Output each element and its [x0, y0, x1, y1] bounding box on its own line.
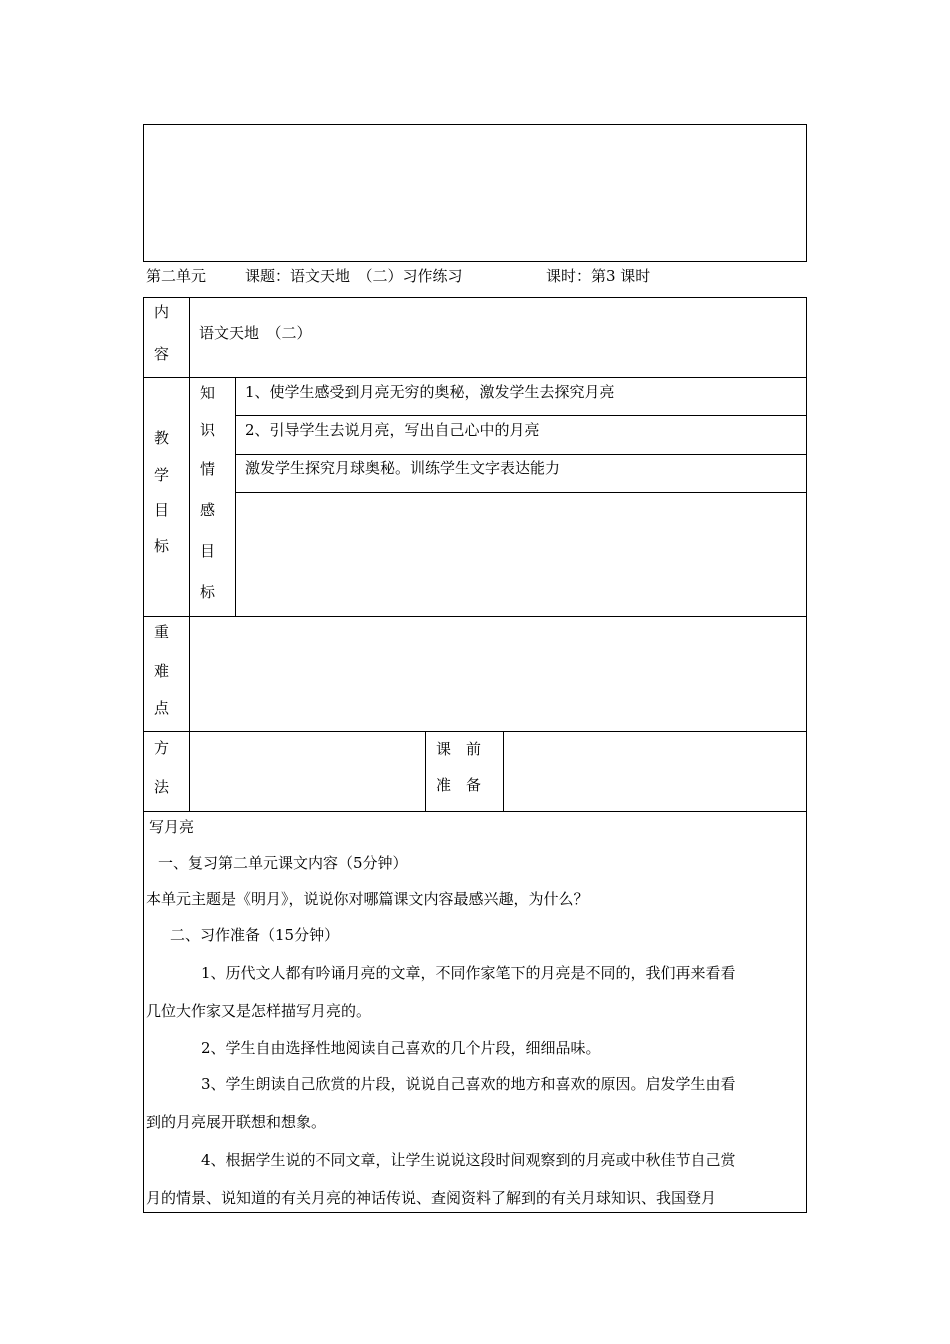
column-divider [425, 731, 426, 811]
prep-label-1: 课 前 [436, 740, 482, 758]
row-divider [143, 811, 807, 812]
paragraph-2: 2、学生自由选择性地阅读自己喜欢的几个片段，细细品味。 [201, 1039, 601, 1057]
goals-label-1: 教 [154, 429, 170, 447]
difficulty-label-3: 点 [154, 699, 170, 717]
paragraph-4-line-2: 月的情景、说知道的有关月亮的神话传说、查阅资料了解到的有关月球知识、我国登月 [146, 1189, 717, 1207]
unit-label: 第二单元 [146, 267, 207, 285]
difficulty-label-2: 难 [154, 662, 170, 680]
body-title: 写月亮 [149, 818, 195, 836]
goals-label-2: 学 [154, 466, 170, 484]
emotion-label-4: 标 [200, 583, 216, 601]
content-label-2: 容 [154, 345, 170, 363]
row-divider [235, 454, 807, 455]
prep-label-2: 准 备 [436, 776, 482, 794]
paragraph-4-line-1: 4、根据学生说的不同文章，让学生说说这段时间观察到的月亮或中秋佳节自己赏 [201, 1151, 736, 1169]
column-divider [235, 377, 236, 616]
knowledge-item-2: 2、引导学生去说月亮，写出自己心中的月亮 [245, 421, 540, 439]
section-heading-2: 二、习作准备（15分钟） [170, 926, 340, 944]
paragraph-1-line-1: 1、历代文人都有吟诵月亮的文章，不同作家笔下的月亮是不同的，我们再来看看 [201, 964, 736, 982]
paragraph-3-line-1: 3、学生朗读自己欣赏的片段，说说自己喜欢的地方和喜欢的原因。启发学生由看 [201, 1075, 736, 1093]
row-divider [235, 415, 807, 416]
lesson-topic: 课题：语文天地 （二）习作练习 [245, 267, 463, 285]
column-divider [189, 297, 190, 811]
method-label-2: 法 [154, 778, 170, 796]
emotion-goal-text: 激发学生探究月球奥秘。训练学生文字表达能力 [245, 459, 561, 477]
row-divider [143, 731, 807, 732]
section-heading-1: 一、复习第二单元课文内容（5分钟） [158, 854, 408, 872]
emotion-label-2: 感 [200, 501, 216, 519]
goals-label-3: 目 [154, 501, 170, 519]
row-divider [143, 377, 807, 378]
method-label-1: 方 [154, 739, 170, 757]
row-divider [235, 492, 807, 493]
goals-label-4: 标 [154, 537, 170, 555]
difficulty-label-1: 重 [154, 623, 170, 641]
row-divider [143, 616, 807, 617]
content-label-1: 内 [154, 303, 170, 321]
emotion-label-1: 情 [200, 460, 216, 478]
section1-text: 本单元主题是《明月》，说说你对哪篇课文内容最感兴趣，为什么？ [146, 890, 589, 908]
paragraph-1-line-2: 几位大作家又是怎样描写月亮的。 [146, 1002, 372, 1020]
lesson-period: 课时：第3 课时 [546, 267, 651, 285]
paragraph-3-line-2: 到的月亮展开联想和想象。 [146, 1113, 327, 1131]
content-value: 语文天地 （二） [199, 324, 312, 342]
emotion-label-3: 目 [200, 542, 216, 560]
knowledge-label-1: 知 [200, 384, 216, 402]
knowledge-label-2: 识 [200, 421, 216, 439]
previous-section-box [143, 124, 807, 262]
knowledge-item-1: 1、使学生感受到月亮无穷的奥秘，激发学生去探究月亮 [245, 383, 615, 401]
column-divider [503, 731, 504, 811]
